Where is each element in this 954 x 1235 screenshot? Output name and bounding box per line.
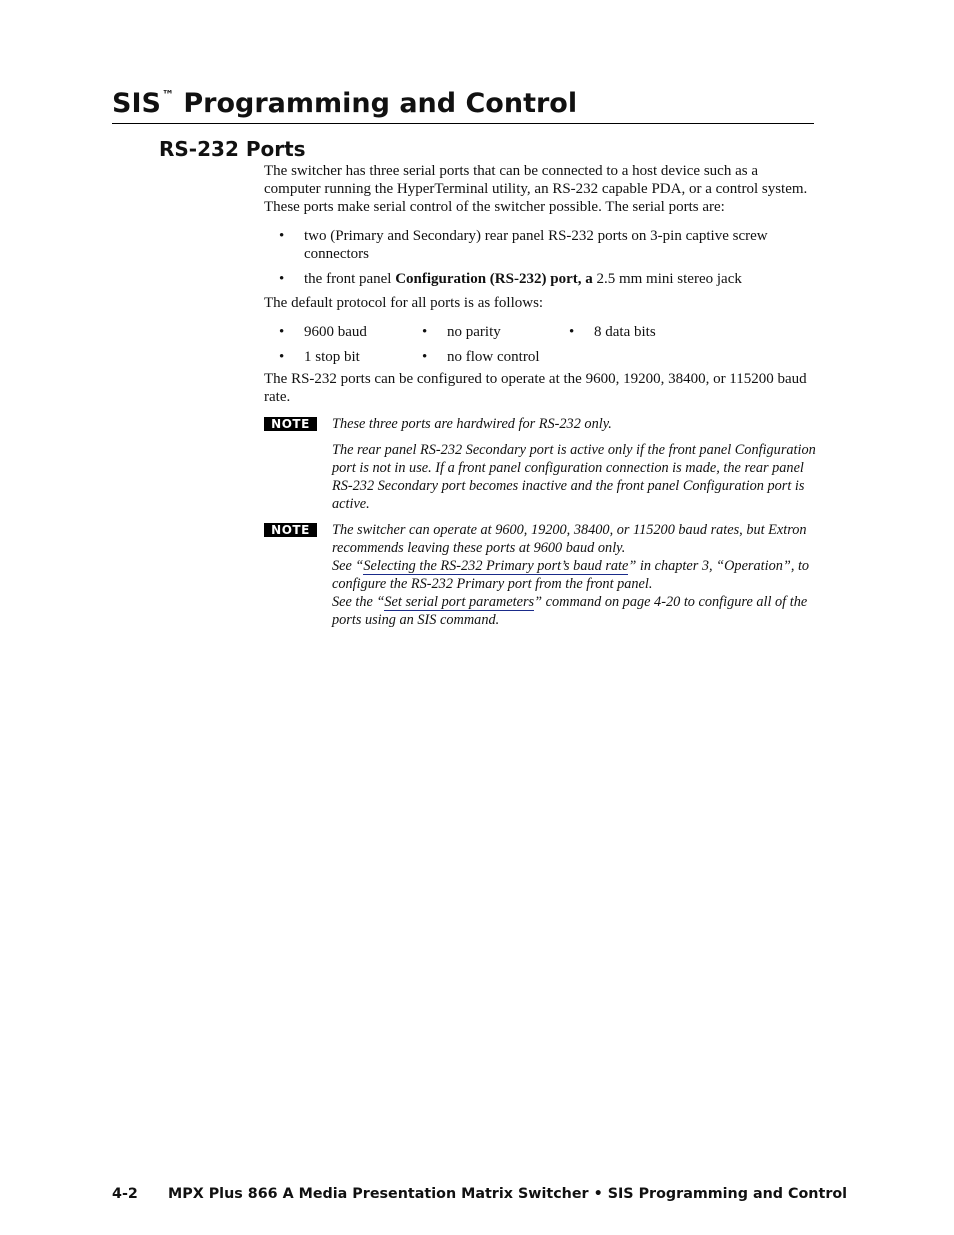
- protocol-item: • no flow control: [407, 348, 554, 366]
- protocol-item: • 9600 baud: [264, 323, 407, 341]
- note-badge: NOTE: [264, 417, 317, 431]
- note-text-part: See “: [332, 558, 364, 574]
- chapter-title-sis: SIS: [112, 88, 161, 119]
- serial-ports-list: [264, 227, 816, 288]
- list-item-text: the front panel: [304, 271, 396, 287]
- protocol-item: • 8 data bits: [554, 323, 714, 341]
- serial-parameters-link[interactable]: Set serial port parameters: [384, 594, 535, 610]
- protocol-list: [264, 323, 816, 366]
- protocol-item: • 1 stop bit: [264, 348, 407, 366]
- note-text-part: See the “: [332, 594, 385, 610]
- note-baud-rates: [264, 521, 816, 629]
- list-item: [264, 227, 816, 263]
- section-title: RS-232 Ports: [159, 137, 306, 161]
- note-text: These three ports are hardwired for RS-232 only.: [332, 416, 612, 432]
- list-item-bold: Configuration (RS-232) port, a: [395, 271, 593, 287]
- chapter-title: [112, 78, 814, 124]
- page-footer: [112, 1184, 848, 1204]
- baud-rate-link[interactable]: Selecting the RS-232 Primary port’s baud rate: [363, 558, 629, 574]
- note-hardwired: [264, 415, 816, 513]
- note-text-part: ” command on page 4-20 to configure all of the ports using an SIS command.: [332, 594, 808, 628]
- protocol-intro: The default protocol for all ports is as follows:: [264, 295, 544, 311]
- trademark-mark: ™: [161, 88, 174, 102]
- baud-rate-paragraph: The RS-232 ports can be configured to operate at the 9600, 19200, 38400, or 115200 baud rate.: [264, 371, 807, 405]
- intro-paragraph: The switcher has three serial ports that can be connected to a host device such as a computer running the HyperTerminal utility, an RS-232 capable PDA, or a control system. These ports make serial control of the switcher possible. The serial ports are:: [264, 163, 808, 215]
- footer-text: MPX Plus 866 A Media Presentation Matrix Switcher • SIS Programming and Control: [168, 1186, 848, 1202]
- note-badge: NOTE: [264, 523, 317, 537]
- note-text-part: ” in chapter 3, “Operation”, to configure the RS-232 Primary port from the front panel.: [332, 558, 810, 592]
- list-item-text: two (Primary and Secondary) rear panel RS-232 ports on 3-pin captive screw connectors: [304, 228, 768, 262]
- note-text: [332, 557, 816, 593]
- chapter-title-rest: Programming and Control: [173, 88, 578, 119]
- list-item: [264, 270, 816, 288]
- note-text: The switcher can operate at 9600, 19200, 38400, or 115200 baud rates, but Extron recommends leaving these ports at 9600 baud only.: [332, 522, 807, 556]
- protocol-item: • no parity: [407, 323, 554, 341]
- note-text: [332, 593, 816, 629]
- note-text: The rear panel RS-232 Secondary port is active only if the front panel Configuration port is not in use. If a front panel configuration connection is made, the rear panel RS-232 Secondary port becomes inactive and the front panel Configuration port is active.: [332, 442, 816, 512]
- section-body: [264, 162, 816, 629]
- page-number: 4-2: [112, 1186, 138, 1202]
- list-item-text: 2.5 mm mini stereo jack: [592, 271, 742, 287]
